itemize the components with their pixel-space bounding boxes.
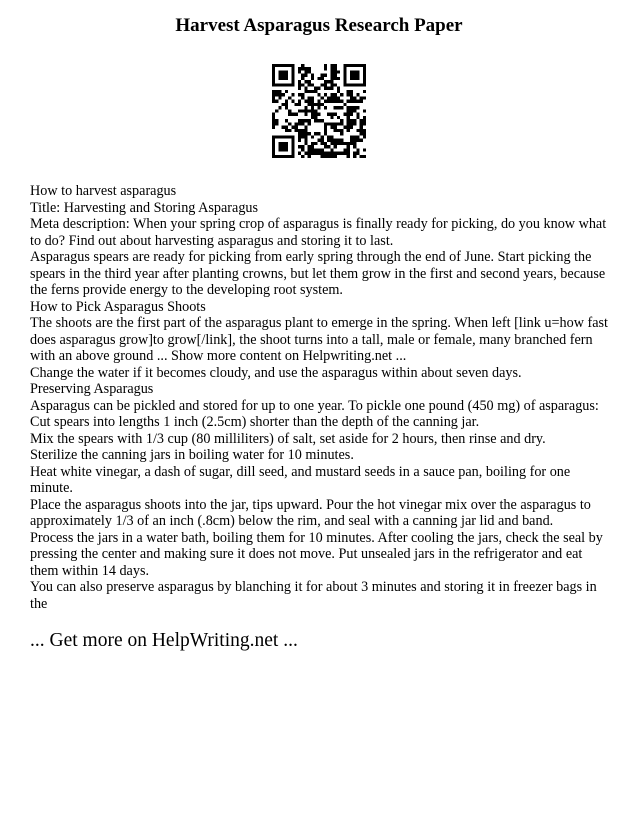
paragraph: How to Pick Asparagus Shoots bbox=[30, 298, 206, 315]
paragraph: Change the water if it becomes cloudy, and use the asparagus within about seven days. bbox=[30, 364, 522, 381]
paragraph: Meta description: When your spring crop of asparagus is finally ready for picking, do you know what to do? Find out about harvesting asparagus and storing it to last. bbox=[30, 216, 607, 249]
paragraph: Place the asparagus shoots into the jar, tips upward. Pour the hot vinegar mix over the asparagus to approximately 1/3 of an inch (.8cm) below the rim, and seal with a canning jar lid and band. bbox=[30, 496, 591, 529]
paragraph: Mix the spears with 1/3 cup (80 milliliters) of salt, set aside for 2 hours, then rinse and dry. bbox=[30, 430, 546, 447]
paragraph: Preserving Asparagus bbox=[30, 381, 154, 397]
paragraph: Title: Harvesting and Storing Asparagus bbox=[30, 199, 259, 216]
qr-code-icon bbox=[272, 64, 366, 158]
paragraph: The shoots are the first part of the asparagus plant to emerge in the spring. When left [link u=how fast does asparagus grow]to grow[/link], the shoot turns into a tall, male or female, many branched fern with an above ground ... Show more content on Helpwriting.net ... bbox=[30, 315, 608, 364]
paragraph: You can also preserve asparagus by blanching it for about 3 minutes and storing it in freezer bags in the bbox=[30, 579, 597, 612]
page-title: Harvest Asparagus Research Paper bbox=[175, 15, 463, 36]
paragraph: Heat white vinegar, a dash of sugar, dill seed, and mustard seeds in a sauce pan, boiling for one minute. bbox=[30, 463, 571, 496]
paragraph: How to harvest asparagus bbox=[30, 183, 177, 199]
paragraph: Asparagus spears are ready for picking from early spring through the end of June. Start picking the spears in the third year after planting crowns, but let them grow in the first and second years, because the ferns provide energy to the developing root system. bbox=[30, 249, 606, 298]
get-more-link[interactable]: ... Get more on HelpWriting.net ... bbox=[30, 630, 298, 651]
paragraph: Sterilize the canning jars in boiling water for 10 minutes. bbox=[30, 447, 354, 463]
paragraph: Process the jars in a water bath, boiling them for 10 minutes. After cooling the jars, check the seal by pressing the center and making sure it does not move. Put unsealed jars in the refrigerator and eat them within 14 days. bbox=[30, 529, 603, 579]
article-body bbox=[30, 183, 612, 612]
paragraph: Asparagus can be pickled and stored for up to one year. To pickle one pound (450 mg) of asparagus: Cut spears into lengths 1 inch (2.5cm) shorter than the depth of the canning jar. bbox=[30, 397, 599, 430]
